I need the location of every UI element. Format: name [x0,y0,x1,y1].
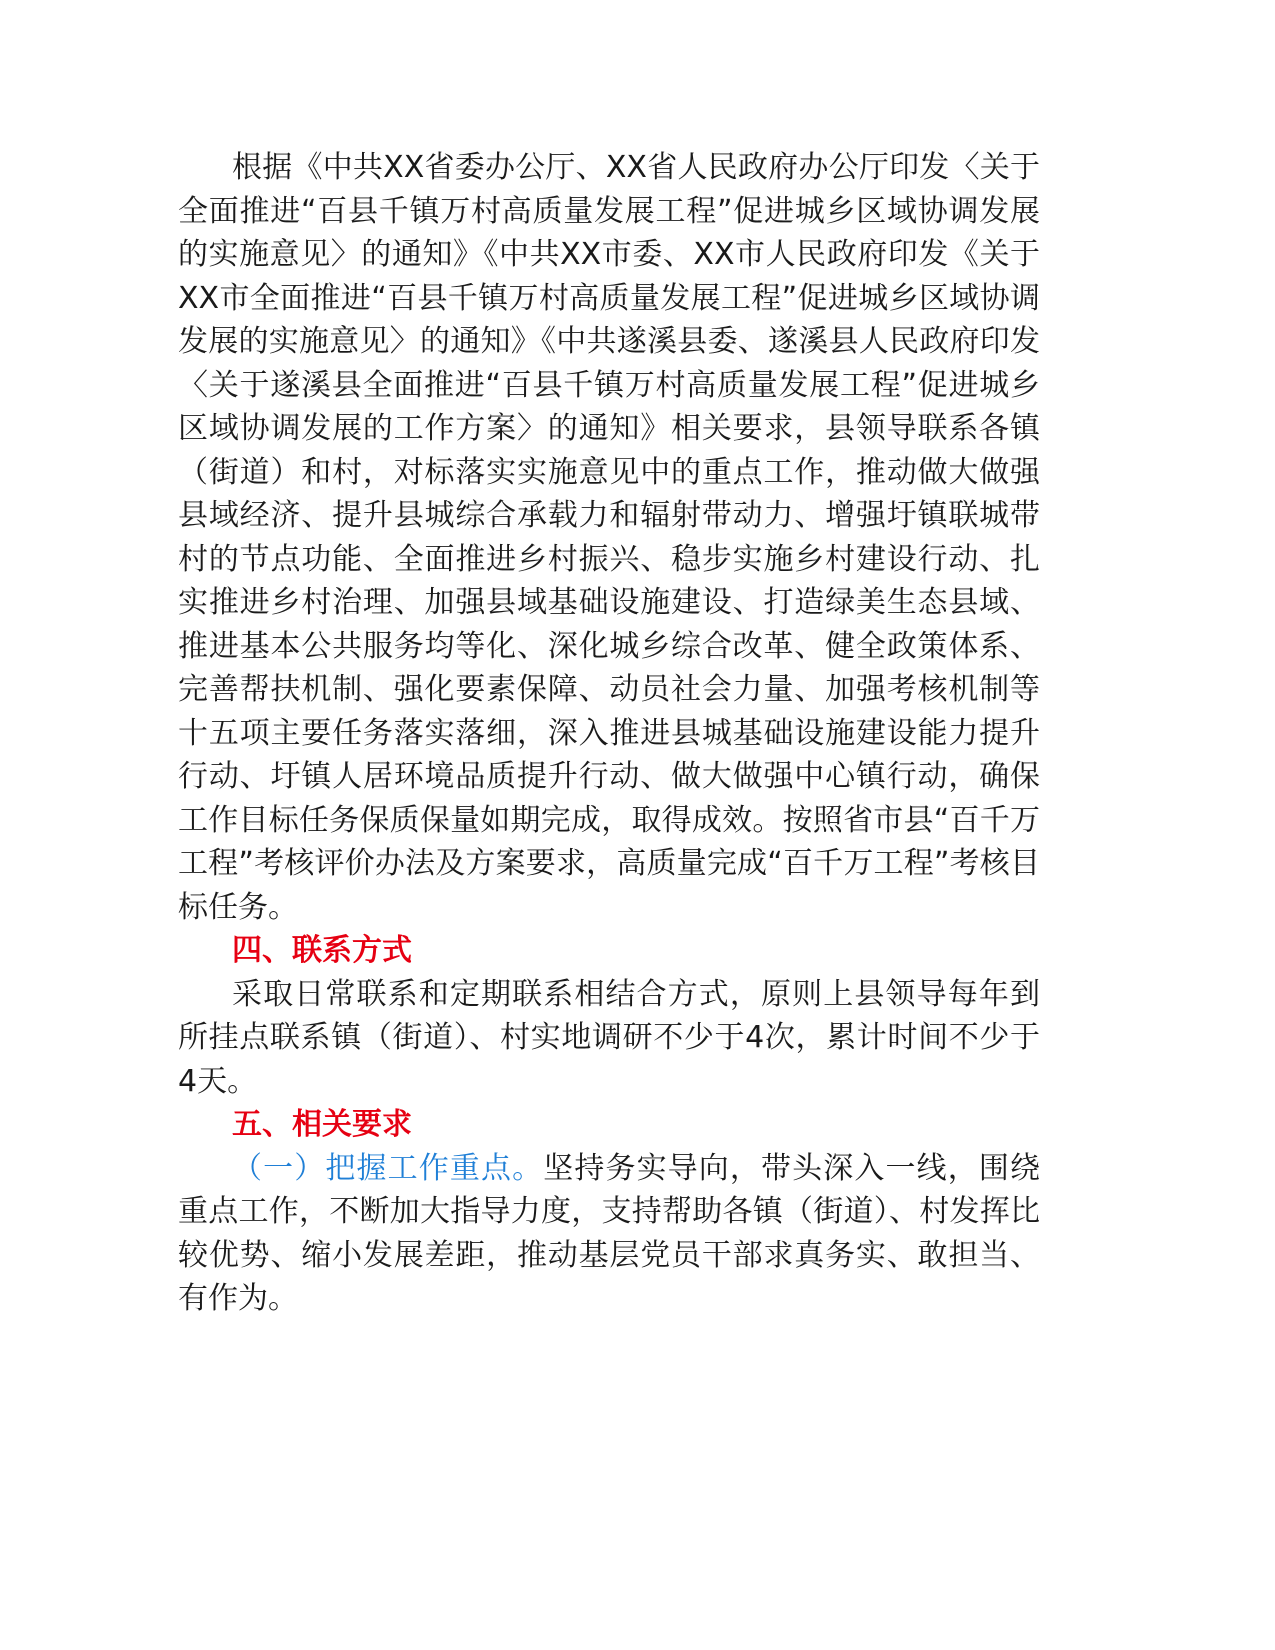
section-5-heading: 五、相关要求 [232,1107,412,1142]
section-5-item-1-paragraph [178,1147,1040,1321]
intro-paragraph: 根据《中共XX省委办公厅、XX省人民政府办公厅印发〈关于全面推进“百县千镇万村高质量发展工程”促进城乡区域协调发展的实施意见〉的通知》《中共XX市委、XX市人民政府印发《关于XX市全面推进“百县千镇万村高质量发展工程”促进城乡区域协调发展的实施意见〉的通知》《中共遂溪县委、遂溪县人民政府印发〈关于遂溪县全面推进“百县千镇万村高质量发展工程”促进城乡区域协调发展的工作方案〉的通知》相关要求，县领导联系各镇（街道）和村，对标落实实施意见中的重点工作，推动做大做强县域经济、提升县城综合承载力和辐射带动力、增强圩镇联城带村的节点功能、全面推进乡村振兴、稳步实施乡村建设行动、扎实推进乡村治理、加强县域基础设施建设、打造绿美生态县域、推进基本公共服务均等化、深化城乡综合改革、健全政策体系、完善帮扶机制、强化要素保障、动员社会力量、加强考核机制等十五项主要任务落实落细，深入推进县城基础设施建设能力提升行动、圩镇人居环境品质提升行动、做大做强中心镇行动，确保工作目标任务保质保量如期完成，取得成效。按照省市县“百千万工程”考核评价办法及方案要求，高质量完成“百千万工程”考核目标任务。 [178,150,1040,925]
section-4-heading: 四、联系方式 [232,933,412,968]
section-5-item-1-body: 坚持务实导向，带头深入一线，围绕重点工作，不断加大指导力度，支持帮助各镇（街道）、村发挥比较优势、缩小发展差距，推动基层党员干部求真务实、敢担当、有作为。 [178,1150,1041,1316]
section-5-item-1-lead: （一）把握工作重点。 [232,1150,544,1186]
section-4-paragraph: 采取日常联系和定期联系相结合方式，原则上县领导每年到所挂点联系镇（街道）、村实地调研不少于4次，累计时间不少于4天。 [178,976,1040,1099]
document-page [178,146,1040,1321]
